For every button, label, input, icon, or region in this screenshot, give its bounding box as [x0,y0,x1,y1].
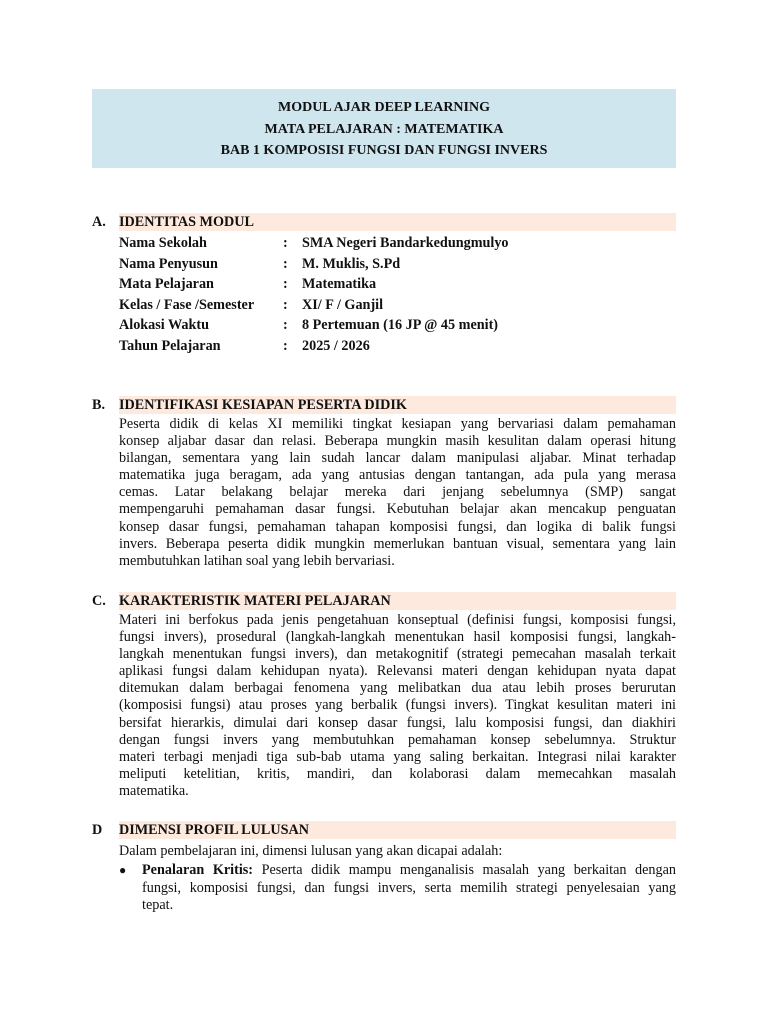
paragraph-line: ditemukan dalam berbagai fenomena yang melibatkan dua atau lebih proses berurutan [119,680,676,697]
paragraph-line: materi terbagi menjadi tiga sub-bab utama yang saling berkaitan. Integrasi nilai karakter [119,748,676,765]
identity-colon: : [283,255,288,272]
identity-label: Nama Sekolah [119,235,207,251]
bullet-line: tepat. [142,897,174,913]
paragraph-line: Peserta didik di kelas XI memiliki tingkat kesiapan yang bervariasi dalam pemahaman [119,416,676,432]
title-line-1: MODUL AJAR DEEP LEARNING [278,100,490,115]
section-b-letter: B. [92,397,106,413]
section-c-letter: C. [92,593,106,609]
section-b-heading [92,396,676,414]
paragraph-line: membutuhkan latihan soal yang lebih bervariasi. [119,552,395,569]
identity-value: 8 Pertemuan (16 JP @ 45 menit) [302,317,499,333]
paragraph-line: bersifat hierarkis, dimulai dari konsep dasar fungsi, lalu komposisi fungsi, dan diakhiri [119,714,676,731]
section-b-paragraph [119,416,676,570]
section-d-heading [92,821,676,839]
identity-label: Alokasi Waktu [119,317,210,333]
paragraph-line: dengan fungsi invers yang membutuhkan pemahaman konsep sebelumnya. Struktur [119,731,676,748]
identity-colon: : [283,317,288,333]
identity-value: XI/ F / Ganjil [302,296,384,313]
identity-label: Nama Penyusun [119,255,218,272]
section-b-title: IDENTIFIKASI KESIAPAN PESERTA DIDIK [119,397,407,413]
section-a-letter: A. [92,214,106,230]
identity-label: Kelas / Fase /Semester [119,296,255,313]
identity-value: 2025 / 2026 [302,337,370,354]
identity-label: Mata Pelajaran [119,276,214,292]
identity-value: Matematika [302,276,377,292]
section-c-heading [92,592,676,610]
bullet-text [142,862,676,915]
paragraph-line: cemas. Latar belakang belajar mereka dari jenjang sebelumnya (SMP) sangat [119,484,676,501]
section-a-title: IDENTITAS MODUL [119,214,254,230]
paragraph-line: mempengaruhi pemahaman dasar fungsi. Kebutuhan belajar akan mencakup penguatan [119,501,676,518]
paragraph-line: langkah menentukan fungsi invers), dan metakognitif (strategi pemecahan masalah terkait [119,646,676,663]
bullet-icon: ● [119,863,127,877]
paragraph-line: aplikasi fungsi dalam kehidupan nyata). Relevansi materi dengan kehidupan nyata dapat [119,663,676,680]
section-c-paragraph [119,612,676,800]
paragraph-line: meliputi ketelitian, kritis, mandiri, dan kolaborasi dalam memecahkan masalah [119,765,676,782]
title-line-2: MATA PELAJARAN : MATEMATIKA [264,121,504,137]
section-d-letter: D [92,822,103,838]
section-a-heading [92,213,676,231]
identity-colon: : [283,235,288,251]
bullet-line [142,862,676,880]
section-d-title: DIMENSI PROFIL LULUSAN [119,822,309,838]
bullet-line-text: Peserta didik mampu menganalisis masalah yang berkaitan dengan [253,862,677,878]
paragraph-line: bilangan, sementara yang lain sudah lancar dalam manipulasi aljabar. Minat terhadap [119,450,676,467]
paragraph-line: invers. Beberapa peserta didik mungkin memerlukan bantuan visual, sementara yang lain [119,535,676,552]
identity-colon: : [283,337,288,354]
bullet-line: fungsi, komposisi fungsi, dan fungsi invers, serta memilih strategi penyelesaian yang [142,879,676,896]
paragraph-line: matematika. [119,782,189,799]
paragraph-line: fungsi invers), prosedural (langkah-langkah menentukan hasil komposisi fungsi, langkah- [119,629,676,646]
identity-label: Tahun Pelajaran [119,337,221,354]
section-d-intro: Dalam pembelajaran ini, dimensi lulusan yang akan dicapai adalah: [119,843,503,859]
identity-colon: : [283,276,288,292]
identity-colon: : [283,296,288,313]
paragraph-line: (komposisi fungsi) atau proses yang berbalik (fungsi invers). Tingkat kesulitan materi ini [119,697,676,714]
document-title-box [92,89,676,168]
paragraph-line: matematika juga beragam, ada yang antusias dengan tantangan, ada pula yang merasa [119,467,676,484]
title-line-3: BAB 1 KOMPOSISI FUNGSI DAN FUNGSI INVERS [220,143,548,158]
paragraph-line: konsep aljabar dasar dan relasi. Beberapa mungkin masih kesulitan dalam operasi hitung [119,433,676,450]
section-c-title: KARAKTERISTIK MATERI PELAJARAN [119,593,391,609]
bullet-label: Penalaran Kritis: [142,862,254,878]
paragraph-line: konsep dasar fungsi, pemahaman tahapan komposisi fungsi, dan logika di balik fungsi [119,518,676,535]
identity-value: M. Muklis, S.Pd [302,255,401,272]
paragraph-line: Materi ini berfokus pada jenis pengetahuan konseptual (definisi fungsi, komposisi fungsi, [119,612,676,628]
identity-value: SMA Negeri Bandarkedungmulyo [302,235,509,251]
